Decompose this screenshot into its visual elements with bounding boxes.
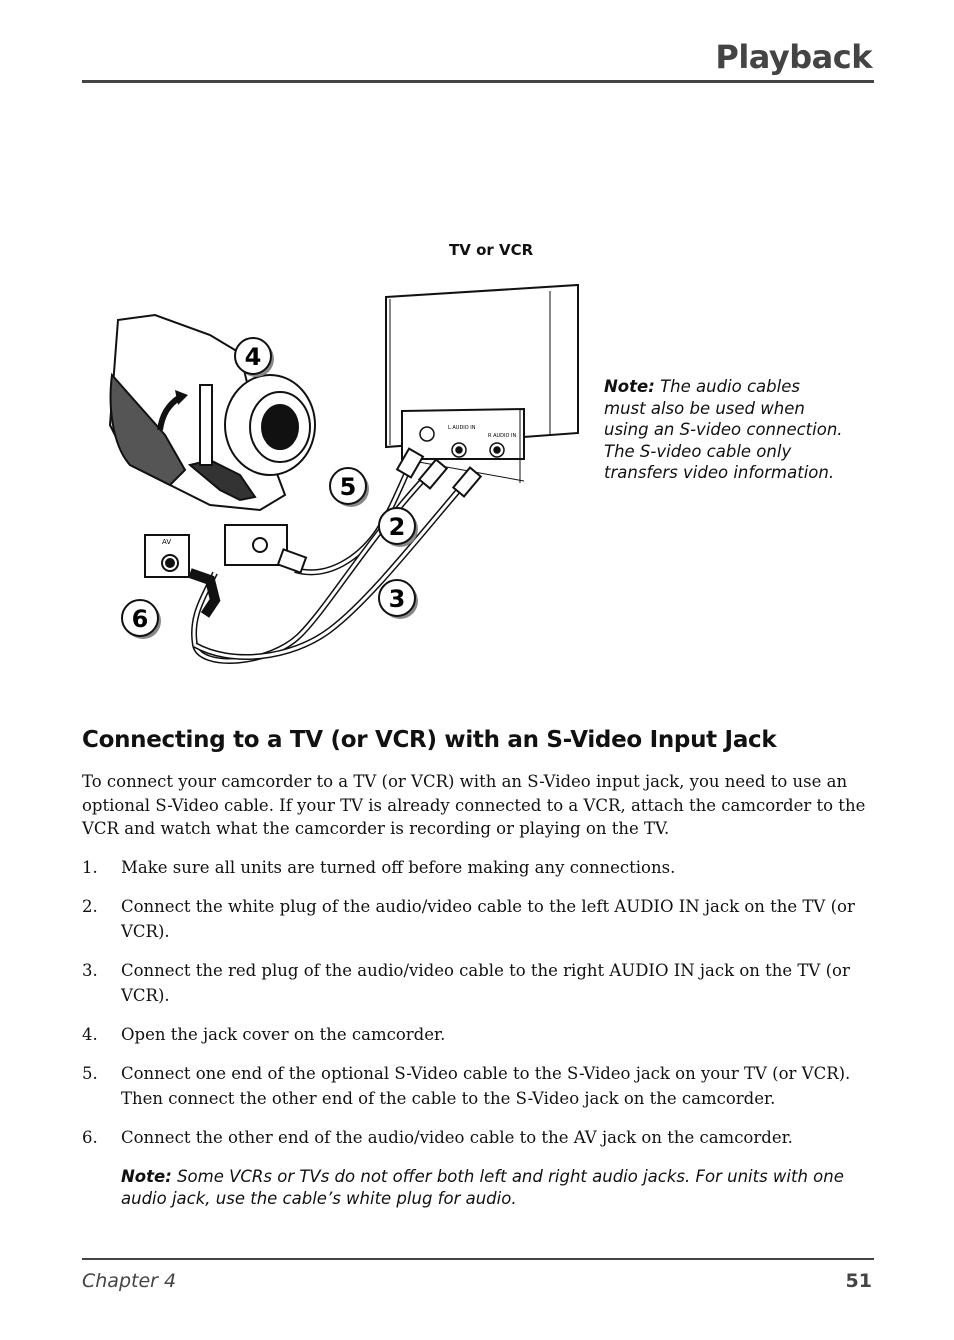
step-text: Make sure all units are turned off before making any connections. [121, 858, 676, 877]
step-text: Open the jack cover on the camcorder. [121, 1025, 446, 1044]
audio-l-label: L AUDIO IN [448, 425, 476, 431]
list-item [82, 894, 882, 944]
callout-5 [330, 468, 369, 507]
bottom-note-label: Note: [121, 1167, 172, 1186]
callout-6 [122, 600, 161, 639]
step-text: Connect the other end of the audio/video cable to the AV jack on the camcorder. [121, 1128, 793, 1147]
list-item [82, 1022, 882, 1047]
audio-r-label: R AUDIO IN [488, 433, 517, 439]
camcorder [110, 315, 315, 577]
side-note-text: The audio cables must also be used when using an S-video connection. The S-video cable only transfers video information. [604, 377, 843, 482]
step-text: Connect the red plug of the audio/video cable to the right AUDIO IN jack on the TV (or VCR). [121, 961, 850, 1005]
steps-list [82, 855, 882, 1164]
callout-2 [379, 508, 418, 547]
list-item [82, 1061, 882, 1111]
svg-text:4: 4 [244, 343, 262, 371]
step-text: Connect one end of the optional S-Video cable to the S-Video jack on your TV (or VCR). Then connect the other end of the cable to the S-Video jack on the camcorder. [121, 1064, 851, 1108]
bottom-note-text: Some VCRs or TVs do not offer both left and right audio jacks. For units with one audio jack, use the cable’s white plug for audio. [121, 1167, 844, 1208]
step-number: 6. [82, 1128, 98, 1147]
svg-text:6: 6 [131, 605, 149, 633]
list-item [82, 1125, 882, 1150]
list-item [82, 958, 882, 1008]
tv-vcr-label: TV or VCR [449, 241, 534, 259]
svg-text:2: 2 [388, 513, 406, 541]
svg-text:3: 3 [388, 585, 406, 613]
callout-3 [379, 580, 418, 619]
list-item [82, 855, 882, 880]
footer-page-number: 51 [845, 1270, 872, 1292]
side-note [604, 376, 844, 484]
step-number: 4. [82, 1025, 98, 1044]
step-number: 3. [82, 961, 98, 980]
header-rule [82, 80, 874, 83]
intro-paragraph: To connect your camcorder to a TV (or VCR) with an S-Video input jack, you need to use an optional S-Video cable. If your TV is already connected to a VCR, attach the camcorder to the VCR and watch what the camcorder is recording or playing on the TV. [82, 772, 866, 838]
svg-text:5: 5 [339, 473, 357, 501]
section-heading: Connecting to a TV (or VCR) with an S-Video Input Jack [82, 727, 777, 753]
step-text: Connect the white plug of the audio/video cable to the left AUDIO IN jack on the TV (or VCR). [121, 897, 855, 941]
side-note-label: Note: [604, 377, 655, 396]
footer-rule [82, 1258, 874, 1260]
step-number: 5. [82, 1064, 98, 1083]
page-header-title: Playback [715, 38, 872, 76]
bottom-note [121, 1166, 861, 1210]
step-number: 2. [82, 897, 98, 916]
step-number: 1. [82, 858, 98, 877]
footer-chapter: Chapter 4 [82, 1270, 177, 1292]
av-jack-label: AV [162, 538, 172, 546]
